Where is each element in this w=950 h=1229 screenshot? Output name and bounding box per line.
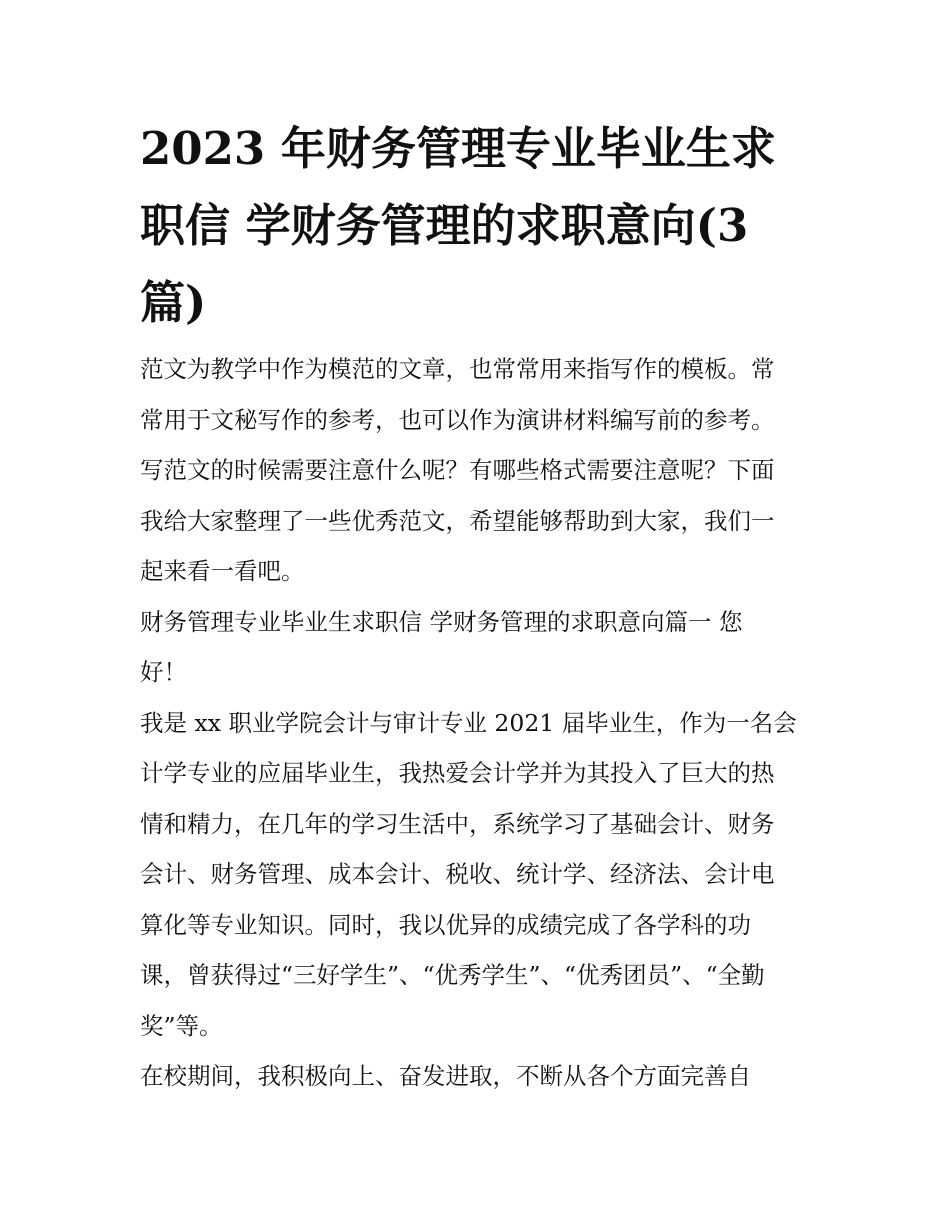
- body-line-9: 计学专业的应届毕业生，我热爱会计学并为其投入了巨大的热: [140, 759, 775, 787]
- body-line-8: 我是 xx 职业学院会计与审计专业 2021 届毕业生，作为一名会: [140, 708, 797, 737]
- body-line-3: 写范文的时候需要注意什么呢？有哪些格式需要注意呢？下面: [140, 456, 775, 484]
- body-line-13: 课，曾获得过“三好学生”、“优秀学生”、“优秀团员”、“全勤: [140, 961, 765, 989]
- body-line-1: 范文为教学中作为模范的文章，也常常用来指写作的模板。常: [140, 355, 775, 383]
- title-line-1: 2023 年财务管理专业毕业生求: [140, 122, 776, 175]
- title-line-2: 职信 学财务管理的求职意向(3: [140, 199, 749, 252]
- body-line-5: 起来看一看吧。: [140, 557, 305, 585]
- body-line-14: 奖”等。: [140, 1011, 223, 1040]
- body-line-4: 我给大家整理了一些优秀范文，希望能够帮助到大家，我们一: [140, 506, 775, 535]
- document-title: [140, 110, 815, 341]
- body-line-10: 情和精力，在几年的学习生活中，系统学习了基础会计、财务: [140, 809, 775, 838]
- body-line-11: 会计、财务管理、成本会计、税收、统计学、经济法、会计电: [140, 860, 775, 888]
- body-line-15: 在校期间，我积极向上、奋发进取，不断从各个方面完善自: [140, 1062, 751, 1090]
- body-line-7: 好！: [140, 658, 187, 686]
- document-body: [140, 344, 815, 1102]
- document-page: [140, 110, 815, 1102]
- body-line-2: 常用于文秘写作的参考，也可以作为演讲材料编写前的参考。: [140, 405, 775, 434]
- body-line-12: 算化等专业知识。同时，我以优异的成绩完成了各学科的功: [140, 910, 751, 939]
- body-line-6: 财务管理专业毕业生求职信 学财务管理的求职意向篇一 您: [140, 607, 743, 636]
- title-line-3: 篇): [140, 276, 207, 329]
